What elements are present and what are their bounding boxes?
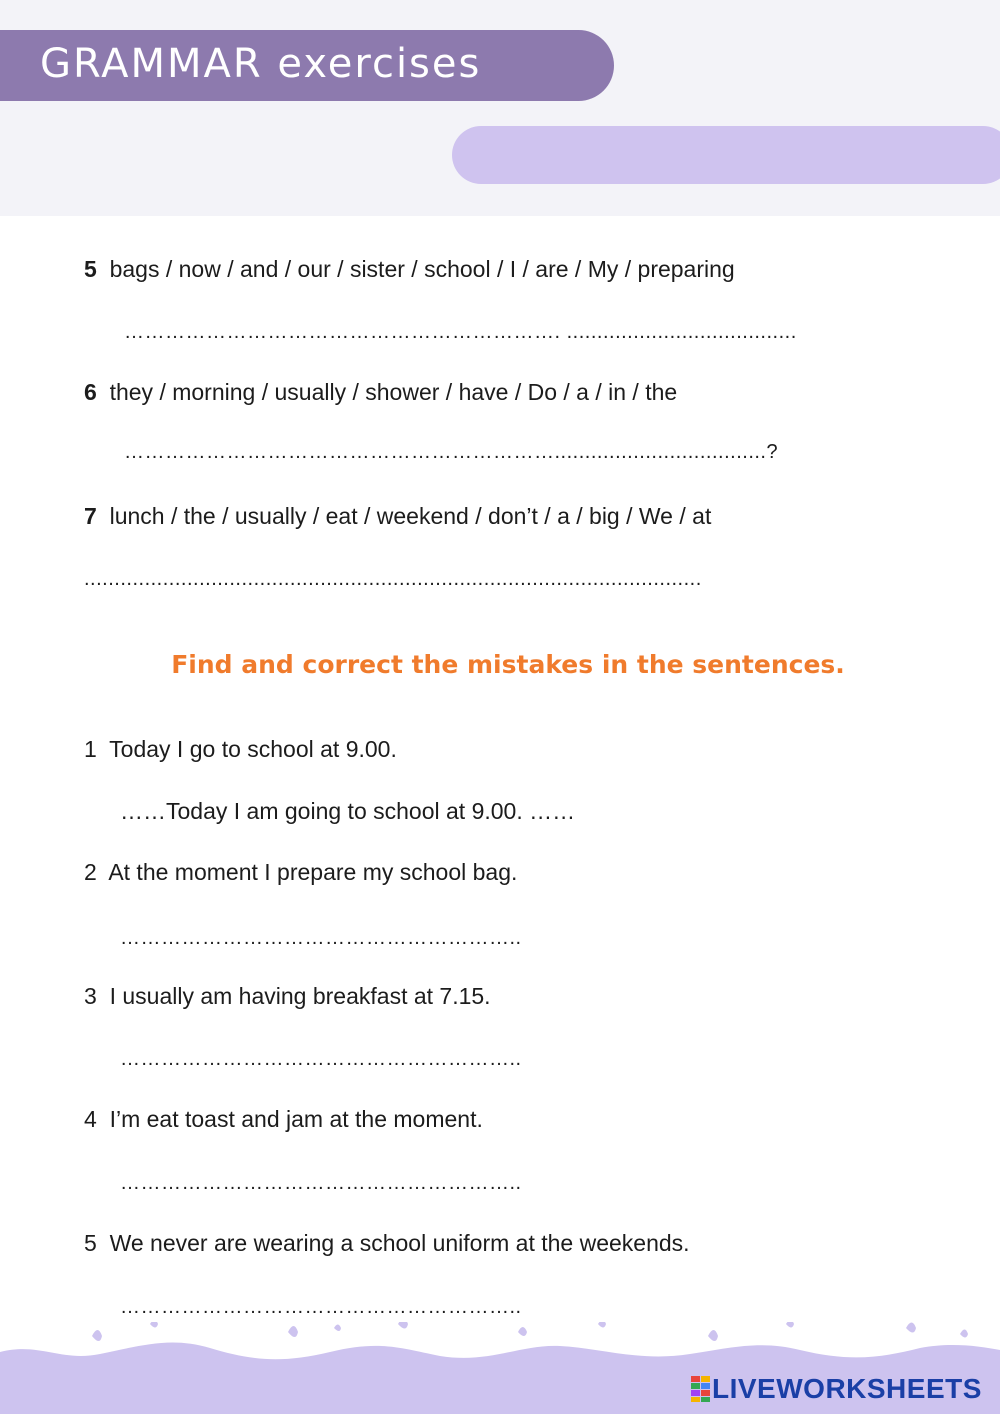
answer-line-6[interactable]: ………………………………………………………...................................?	[124, 441, 779, 463]
sentence: I’m eat toast and jam at the moment.	[109, 1106, 483, 1132]
reorder-item-5	[84, 254, 735, 284]
item-number: 6	[84, 379, 97, 405]
item-number: 5	[84, 256, 97, 282]
reorder-item-7	[84, 501, 711, 531]
correction-item-4	[84, 1104, 483, 1134]
item-number: 3	[84, 983, 97, 1009]
answer-line-5[interactable]: ………………………………………………………. ......................................	[124, 321, 797, 343]
item-number: 4	[84, 1106, 97, 1132]
reorder-item-6	[84, 377, 677, 407]
correction-item-3	[84, 981, 491, 1011]
item-number: 5	[84, 1230, 97, 1256]
correction-item-2	[84, 857, 517, 887]
logo-text: LIVEWORKSHEETS	[712, 1373, 982, 1404]
answer-line-1[interactable]: ……Today I am going to school at 9.00. ……	[120, 798, 576, 824]
page-title: GRAMMAR exercises	[40, 41, 482, 87]
word-list: bags / now / and / our / sister / school / I / are / My / preparing	[109, 256, 735, 282]
sentence: Today I go to school at 9.00.	[109, 736, 397, 762]
word-list: lunch / the / usually / eat / weekend / don’t / a / big / We / at	[109, 503, 712, 529]
item-number: 1	[84, 736, 97, 762]
answer-line-7[interactable]: ......................................................................................................	[84, 568, 702, 590]
section-heading: Find and correct the mistakes in the sentences.	[171, 650, 845, 679]
word-list: they / morning / usually / shower / have / Do / a / in / the	[109, 379, 678, 405]
correction-item-1	[84, 734, 397, 764]
sentence: At the moment I prepare my school bag.	[108, 859, 518, 885]
answer-line-5b[interactable]: …………………………………………………..	[120, 1296, 522, 1318]
answer-line-2[interactable]: …………………………………………………..	[120, 927, 522, 949]
sentence: We never are wearing a school uniform at the weekends.	[109, 1230, 690, 1256]
answer-line-3[interactable]: …………………………………………………..	[120, 1048, 522, 1070]
correction-item-5	[84, 1228, 690, 1258]
decorative-pill	[452, 126, 1000, 184]
item-number: 2	[84, 859, 97, 885]
answer-line-4[interactable]: …………………………………………………..	[120, 1172, 522, 1194]
logo-grid-icon	[690, 1375, 712, 1403]
sentence: I usually am having breakfast at 7.15.	[109, 983, 491, 1009]
item-number: 7	[84, 503, 97, 529]
